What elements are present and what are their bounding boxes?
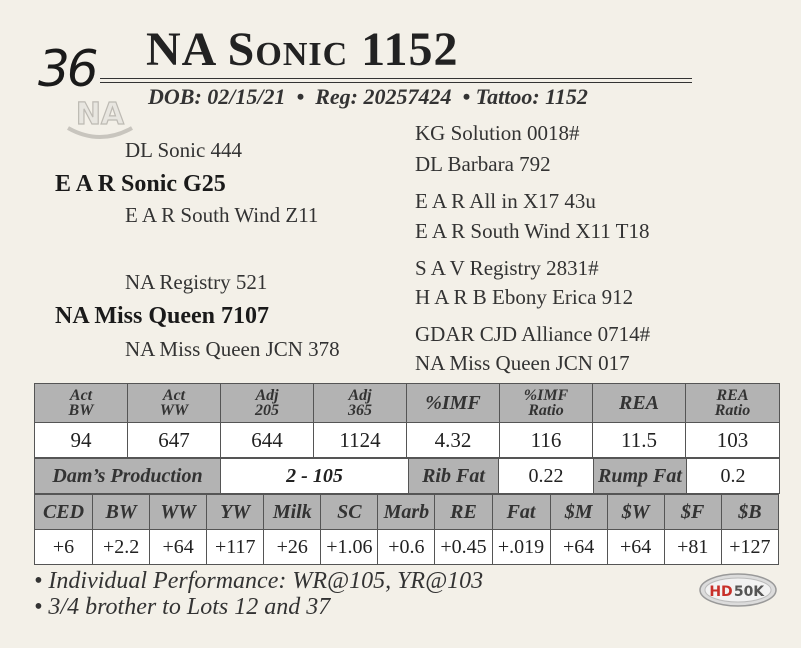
epd-header: CED bbox=[35, 495, 93, 530]
perf-header-rea: REA bbox=[593, 384, 686, 423]
pedigree-sss: KG Solution 0018# bbox=[415, 121, 580, 145]
pedigree-ssd: DL Barbara 792 bbox=[415, 152, 551, 176]
epd-header: YW bbox=[207, 495, 264, 530]
perf-value: 94 bbox=[35, 423, 128, 458]
epd-value: +127 bbox=[721, 530, 778, 565]
perf-value: 1124 bbox=[314, 423, 407, 458]
pedigree-dsd: H A R B Ebony Erica 912 bbox=[415, 285, 634, 309]
title-rule-bottom bbox=[100, 82, 692, 83]
perf-value: 644 bbox=[221, 423, 314, 458]
epd-value: +6 bbox=[35, 530, 93, 565]
epd-header: $M bbox=[550, 495, 607, 530]
perf-value: 11.5 bbox=[593, 423, 686, 458]
epd-value: +2.2 bbox=[93, 530, 150, 565]
epd-header: Fat bbox=[492, 495, 550, 530]
epd-value: +0.6 bbox=[378, 530, 435, 565]
epd-value: +.019 bbox=[492, 530, 550, 565]
epd-header: Marb bbox=[378, 495, 435, 530]
info-line: DOB: 02/15/21 • Reg: 20257424 • Tattoo: 1152 bbox=[148, 84, 588, 109]
dam-production-label: Dam’s Production bbox=[35, 459, 221, 494]
epd-header: $W bbox=[607, 495, 664, 530]
perf-header-rea-ratio: REA Ratio bbox=[686, 384, 780, 423]
perf-header-act-bw: Act BW bbox=[35, 384, 128, 423]
epd-header: RE bbox=[435, 495, 492, 530]
perf-header-adj-205: Adj 205 bbox=[221, 384, 314, 423]
na-logo-icon bbox=[64, 96, 136, 142]
pedigree-sdd: E A R South Wind X11 T18 bbox=[415, 219, 650, 243]
epd-header: $F bbox=[664, 495, 721, 530]
performance-header-row bbox=[35, 384, 780, 423]
epd-value: +64 bbox=[150, 530, 207, 565]
epd-header: BW bbox=[93, 495, 150, 530]
pedigree-sire-sire: DL Sonic 444 bbox=[125, 138, 243, 162]
pedigree-dds: GDAR CJD Alliance 0714# bbox=[415, 322, 651, 346]
pedigree-sire-dam: E A R South Wind Z11 bbox=[125, 203, 319, 227]
lot-number: 36 bbox=[38, 40, 96, 98]
perf-header-adj-365: Adj 365 bbox=[314, 384, 407, 423]
hd50k-hd-text: HD bbox=[709, 584, 733, 600]
title-rule-top bbox=[100, 78, 692, 79]
perf-value: 647 bbox=[128, 423, 221, 458]
pedigree-dam-sire: NA Registry 521 bbox=[125, 270, 268, 294]
rump-fat-value: 0.2 bbox=[687, 459, 780, 494]
rib-fat-value: 0.22 bbox=[499, 459, 594, 494]
pedigree-sds: E A R All in X17 43u bbox=[415, 189, 596, 213]
epd-value: +1.06 bbox=[321, 530, 378, 565]
epd-value: +26 bbox=[264, 530, 321, 565]
pedigree-dam-dam: NA Miss Queen JCN 378 bbox=[125, 337, 340, 361]
epd-value: +117 bbox=[207, 530, 264, 565]
perf-value: 103 bbox=[686, 423, 780, 458]
rib-fat-label: Rib Fat bbox=[409, 459, 499, 494]
epd-header-row bbox=[35, 495, 779, 530]
epd-value: +64 bbox=[607, 530, 664, 565]
note-brother-lots: • 3/4 brother to Lots 12 and 37 bbox=[34, 594, 331, 620]
animal-name: NA Sonic 1152 bbox=[146, 23, 459, 76]
epd-header: Milk bbox=[264, 495, 321, 530]
production-table bbox=[34, 458, 780, 494]
epd-table bbox=[34, 494, 779, 565]
perf-value: 4.32 bbox=[407, 423, 500, 458]
perf-header-imf: %IMF bbox=[407, 384, 500, 423]
perf-value: 116 bbox=[500, 423, 593, 458]
epd-value: +81 bbox=[664, 530, 721, 565]
performance-value-row bbox=[35, 423, 780, 458]
note-individual-performance: • Individual Performance: WR@105, YR@103 bbox=[34, 568, 484, 594]
hd50k-logo-icon bbox=[699, 573, 777, 607]
epd-value-row bbox=[35, 530, 779, 565]
epd-header: $B bbox=[721, 495, 778, 530]
production-row bbox=[35, 459, 780, 494]
perf-header-act-ww: Act WW bbox=[128, 384, 221, 423]
na-logo-text: NA bbox=[75, 97, 125, 132]
pedigree-dam: NA Miss Queen 7107 bbox=[55, 303, 270, 329]
dam-production-value: 2 - 105 bbox=[221, 459, 409, 494]
perf-header-imf-ratio: %IMF Ratio bbox=[500, 384, 593, 423]
epd-value: +64 bbox=[550, 530, 607, 565]
performance-table bbox=[34, 383, 780, 458]
hd50k-50k-text: 50K bbox=[733, 584, 765, 600]
epd-header: SC bbox=[321, 495, 378, 530]
pedigree-ddd: NA Miss Queen JCN 017 bbox=[415, 351, 630, 375]
epd-header: WW bbox=[150, 495, 207, 530]
pedigree-dss: S A V Registry 2831# bbox=[415, 256, 599, 280]
rump-fat-label: Rump Fat bbox=[594, 459, 687, 494]
epd-value: +0.45 bbox=[435, 530, 492, 565]
pedigree-sire: E A R Sonic G25 bbox=[55, 171, 226, 197]
